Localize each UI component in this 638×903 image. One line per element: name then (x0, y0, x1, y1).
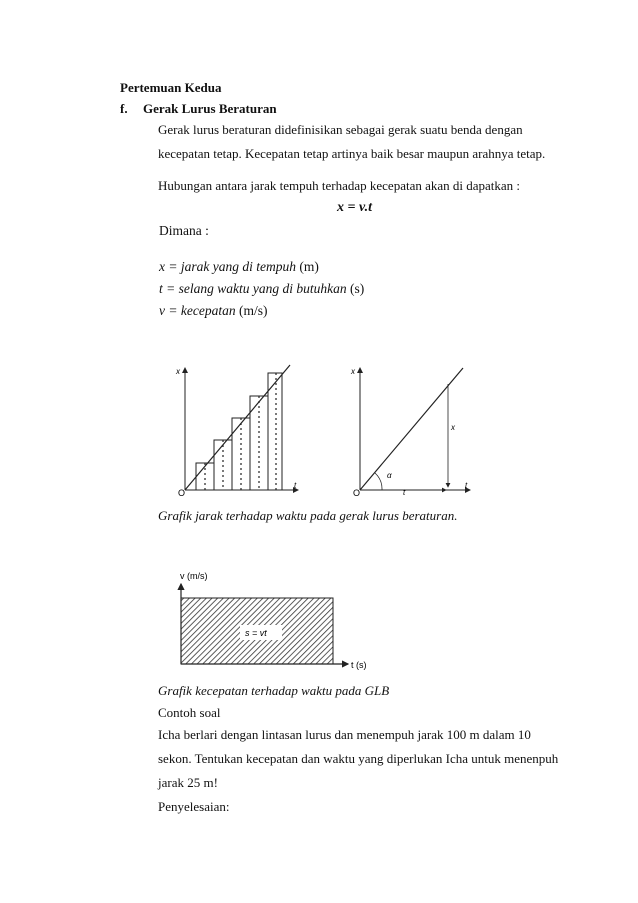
graph2-angle-arc (375, 473, 382, 490)
definition-v (159, 300, 419, 322)
graph1-x-label: t (294, 481, 297, 490)
definition-x-unit: (m) (299, 259, 319, 274)
definition-line-1: Gerak lurus beraturan didefinisikan sebagai gerak suatu benda dengan (158, 122, 523, 137)
example-line-1: Icha berlari dengan lintasan lurus dan menempuh jarak 100 m dalam 10 (158, 727, 531, 742)
relation-text: Hubungan antara jarak tempuh terhadap kecepatan akan di dapatkan : (158, 178, 521, 193)
graph1-origin: O (178, 488, 186, 498)
solution-label: Penyelesaian: (158, 799, 230, 814)
graph2-side-x-label: x (451, 423, 455, 432)
example-line-3: jarak 25 m! (158, 775, 218, 790)
graph2-side-t-label: t (403, 488, 406, 497)
example-title: Contoh soal (158, 705, 221, 720)
graph1-diagonal (185, 365, 290, 490)
graph2-x-label: t (465, 481, 468, 490)
section-number: f. (120, 101, 128, 116)
formula-x-vt: x = v.t (337, 200, 373, 215)
example-line-2: sekon. Tentukan kecepatan dan waktu yang diperlukan Icha untuk menenpuh (158, 751, 559, 766)
graph2-y-label: x (351, 367, 355, 376)
definition-v-math: v = kecepatan (159, 303, 236, 318)
graph1-dotted-lines (205, 373, 276, 490)
meeting-heading: Pertemuan Kedua (120, 80, 222, 95)
graph3-y-label: v (m/s) (180, 571, 208, 581)
graph-velocity-time (168, 568, 378, 673)
graph3-area-label: s = vt (245, 628, 267, 638)
graph2-angle-label: α (387, 471, 392, 480)
dimana-label: Dimana : (159, 223, 209, 238)
graph2-diagonal (360, 368, 463, 490)
caption-velocity-time: Grafik kecepatan terhadap waktu pada GLB (158, 683, 390, 698)
definition-v-unit: (m/s) (238, 303, 268, 318)
definitions-block (159, 220, 419, 322)
section-title: Gerak Lurus Beraturan (143, 101, 277, 116)
graph-staircase-x-t (170, 360, 305, 500)
definition-t-math: t = selang waktu yang di butuhkan (159, 281, 347, 296)
definition-t (159, 278, 419, 300)
definition-line-2: kecepatan tetap. Kecepatan tetap artinya baik besar maupun arahnya tetap. (158, 146, 546, 161)
graph3-x-label: t (s) (351, 660, 367, 670)
graph2-origin: O (353, 488, 361, 498)
definition-t-unit: (s) (349, 281, 365, 296)
graph-line-angle (345, 360, 475, 500)
definition-x (159, 256, 419, 278)
definition-x-math: x = jarak yang di tempuh (159, 259, 296, 274)
graph1-y-label: x (176, 367, 180, 376)
caption-distance-time: Grafik jarak terhadap waktu pada gerak lurus beraturan. (158, 508, 458, 523)
